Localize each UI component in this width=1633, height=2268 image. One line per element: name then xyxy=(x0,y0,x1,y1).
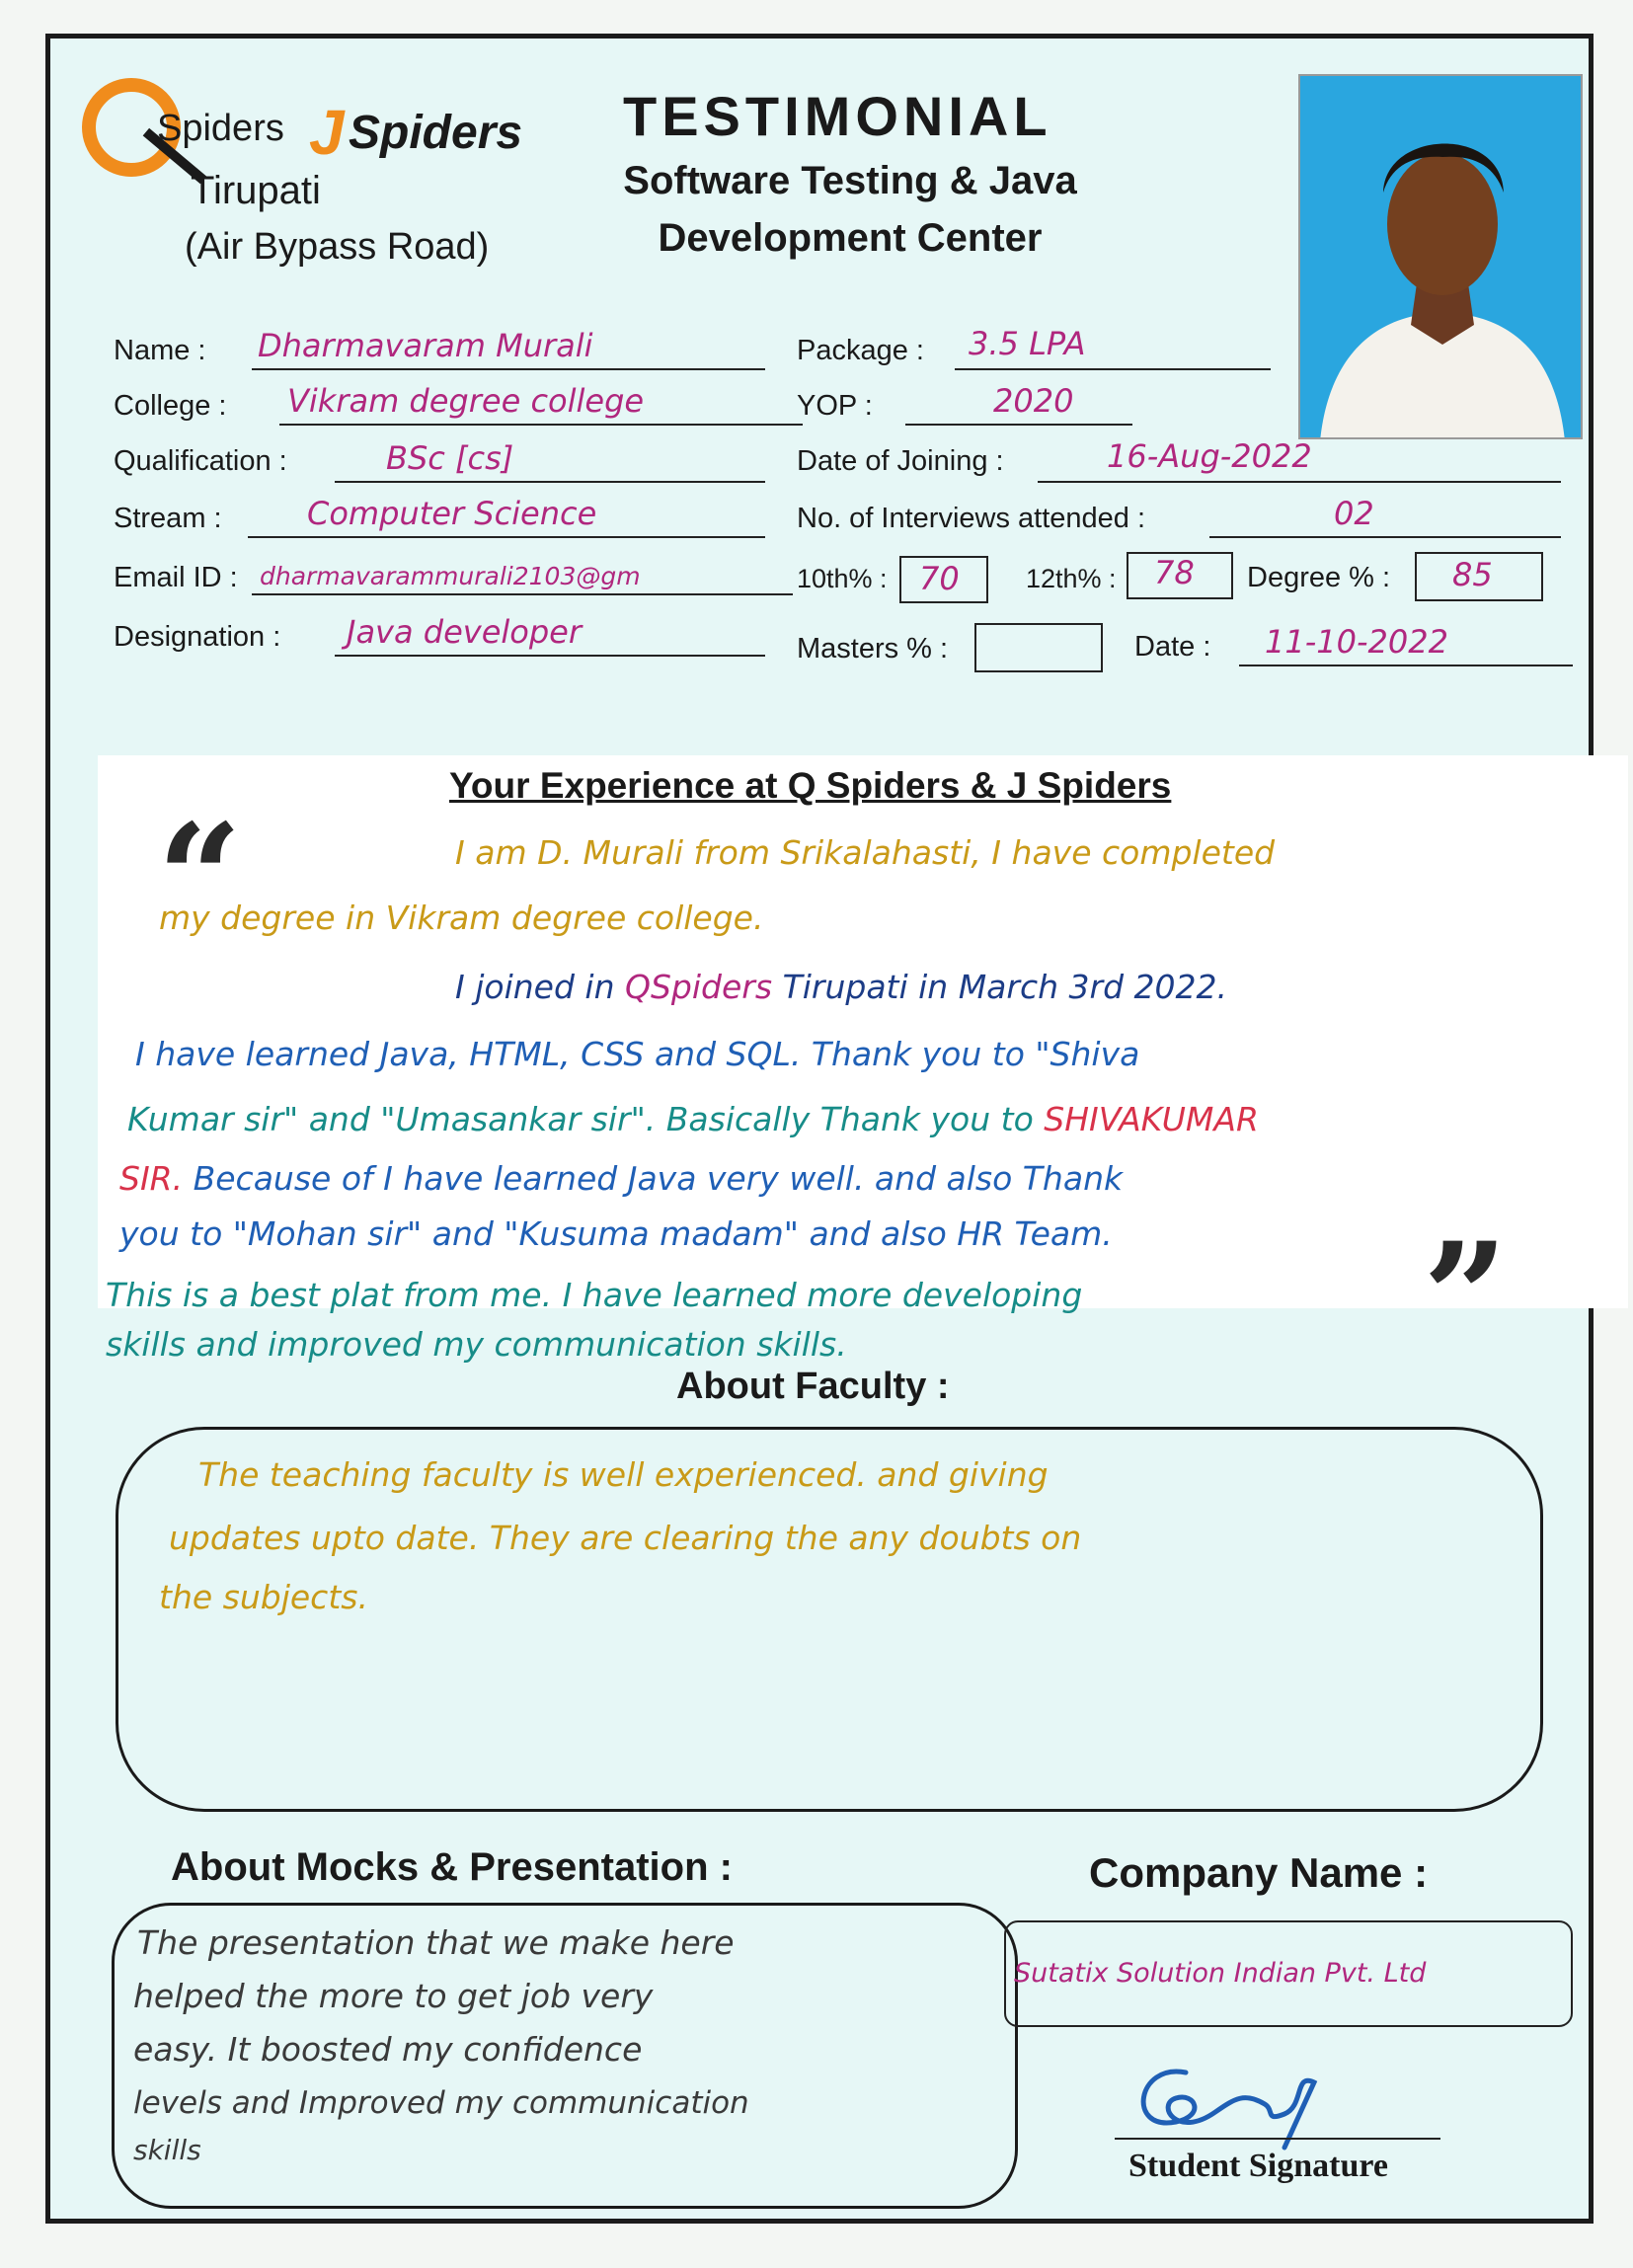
open-quote-icon: “ xyxy=(157,792,243,966)
yop-value: 2020 xyxy=(993,382,1074,420)
logo-j-text: Spiders xyxy=(349,107,523,159)
college-label: College : xyxy=(114,390,227,422)
doj-label: Date of Joining : xyxy=(797,445,1004,477)
experience-title: Your Experience at Q Spiders & J Spiders xyxy=(449,765,1172,806)
stream-label: Stream : xyxy=(114,503,222,534)
experience-line7: you to "Mohan sir" and "Kusuma madam" and also HR Team. xyxy=(119,1214,1113,1253)
logo-q-text: Spiders xyxy=(157,108,284,149)
student-signature-mark xyxy=(1117,2053,1334,2151)
college-value: Vikram degree college xyxy=(287,382,645,420)
company-title: Company Name : xyxy=(1089,1849,1429,1896)
mocks-line5: skills xyxy=(133,2134,201,2166)
experience-line6 xyxy=(119,1154,1123,1204)
experience-line3a: I joined in xyxy=(455,968,615,1006)
interviews-value: 02 xyxy=(1334,495,1374,532)
interviews-label: No. of Interviews attended : xyxy=(797,503,1146,534)
degree-value: 85 xyxy=(1452,556,1493,593)
mocks-line4: levels and Improved my communication xyxy=(133,2085,749,2121)
mocks-title: About Mocks & Presentation : xyxy=(171,1845,733,1889)
experience-line5a: Kumar sir" and "Umasankar sir". Basically Thank you to xyxy=(127,1100,1034,1138)
qualification-label: Qualification : xyxy=(114,445,287,477)
date-value: 11-10-2022 xyxy=(1265,623,1448,661)
experience-line8: This is a best plat from me. I have learned more developing xyxy=(106,1276,1083,1314)
interviews-line xyxy=(1209,503,1561,538)
experience-line5 xyxy=(127,1095,1259,1144)
date-label: Date : xyxy=(1134,631,1211,663)
package-label: Package : xyxy=(797,335,924,366)
experience-line5b: SHIVAKUMAR xyxy=(1044,1100,1259,1138)
subtitle-line2: Development Center xyxy=(658,216,1043,260)
designation-value: Java developer xyxy=(347,613,583,651)
student-photo-image xyxy=(1300,76,1583,439)
logo-j-letter: J xyxy=(309,97,345,168)
designation-label: Designation : xyxy=(114,621,281,653)
company-value: Sutatix Solution Indian Pvt. Ltd xyxy=(1014,1958,1427,1989)
masters-box xyxy=(974,623,1103,672)
testimonial-sheet xyxy=(45,34,1594,2224)
experience-line1: I am D. Murali from Srikalahasti, I have completed xyxy=(455,833,1276,872)
close-quote-icon: ” xyxy=(1423,1211,1509,1384)
qualification-value: BSc [cs] xyxy=(386,439,514,477)
experience-line6a: SIR. xyxy=(119,1159,184,1198)
signature-label: Student Signature xyxy=(1128,2148,1388,2184)
mocks-line3: easy. It boosted my confidence xyxy=(133,2030,643,2069)
logo-city: Tirupati xyxy=(191,169,321,212)
tenth-label: 10th% : xyxy=(797,564,888,593)
name-value: Dharmavaram Murali xyxy=(258,327,593,364)
experience-line4: I have learned Java, HTML, CSS and SQL. Thank you to "Shiva xyxy=(135,1035,1140,1073)
twelfth-value: 78 xyxy=(1154,554,1195,591)
experience-line3 xyxy=(455,963,1227,1012)
page-title: TESTIMONIAL xyxy=(623,85,1052,147)
faculty-title: About Faculty : xyxy=(676,1366,950,1407)
email-label: Email ID : xyxy=(114,562,238,593)
signature-line xyxy=(1115,2138,1440,2140)
yop-label: YOP : xyxy=(797,390,873,422)
mocks-line1: The presentation that we make here xyxy=(137,1923,735,1962)
experience-line2: my degree in Vikram degree college. xyxy=(159,899,764,937)
faculty-line1: The teaching faculty is well experienced. and giving xyxy=(198,1455,1049,1494)
experience-line6b: Because of I have learned Java very well. and also Thank xyxy=(193,1159,1124,1198)
name-label: Name : xyxy=(114,335,206,366)
doj-value: 16-Aug-2022 xyxy=(1107,437,1312,475)
twelfth-label: 12th% : xyxy=(1026,564,1117,593)
faculty-line3: the subjects. xyxy=(159,1578,368,1616)
stream-value: Computer Science xyxy=(307,495,597,532)
subtitle-line1: Software Testing & Java xyxy=(623,159,1077,202)
experience-line9: skills and improved my communication skills. xyxy=(106,1325,847,1364)
experience-line3b: QSpiders xyxy=(625,968,773,1006)
mocks-line2: helped the more to get job very xyxy=(133,1977,654,2015)
masters-label: Masters % : xyxy=(797,633,949,665)
package-value: 3.5 LPA xyxy=(969,325,1086,362)
degree-label: Degree % : xyxy=(1247,562,1391,593)
student-photo xyxy=(1298,74,1583,439)
faculty-line2: updates upto date. They are clearing the any doubts on xyxy=(169,1519,1082,1557)
email-value: dharmavarammurali2103@gm xyxy=(260,562,641,590)
tenth-value: 70 xyxy=(919,560,960,597)
logo-address: (Air Bypass Road) xyxy=(185,226,490,268)
experience-line3c: Tirupati in March 3rd 2022. xyxy=(782,968,1227,1006)
